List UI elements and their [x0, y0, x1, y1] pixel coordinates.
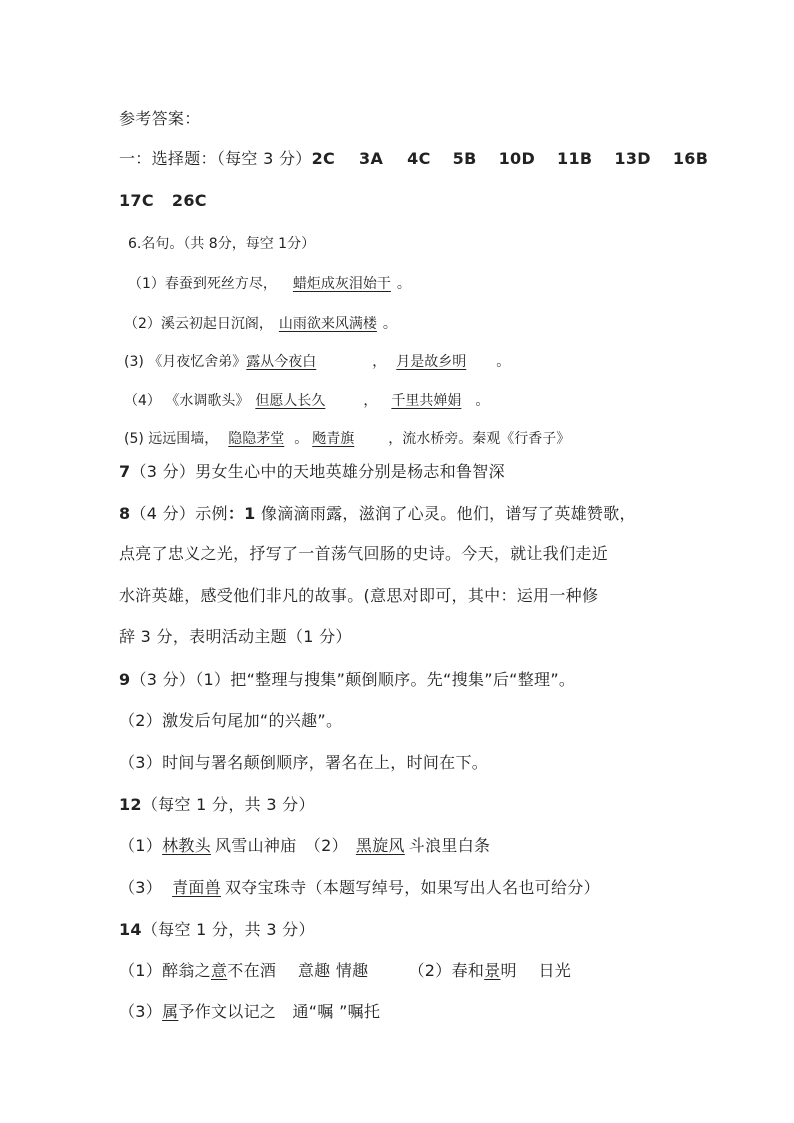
- q6-line-1: [128, 277, 411, 291]
- q12-text: 双夺宝珠寺（本题写绰号，如果写出人名也可给分）: [225, 878, 600, 897]
- choice-answer: 26C: [171, 191, 207, 210]
- q6-text: 。: [475, 393, 490, 409]
- q6-line-5: [124, 432, 570, 446]
- choice-answer: 11B: [557, 149, 593, 168]
- q8-text: 像滴滴雨露，滋润了心灵。他们，谱写了英雄赞歌，: [255, 504, 636, 523]
- q6-answer: 蜡炬成灰泪始干: [292, 276, 391, 292]
- q12-text: （3）: [119, 878, 163, 897]
- q14-text: 予作文以记之 通“嘱 ”嘱托: [178, 1002, 381, 1021]
- q7-line: [119, 464, 505, 480]
- q8-line-3: 水浒英雄，感受他们非凡的故事。(意思对即可，其中：运用一种修: [119, 586, 599, 605]
- q8-text: ：1: [227, 504, 256, 523]
- q9-number: 9: [119, 670, 131, 689]
- q12-answer: 林教头: [162, 836, 211, 855]
- q14-text: （1）醉翁之: [119, 961, 211, 980]
- q14-answer: 意: [210, 961, 228, 980]
- q9-line-1: [119, 672, 575, 688]
- q8-line-4: 辞 3 分，表明活动主题（1 分）: [119, 627, 352, 646]
- q6-text: （2）溪云初起日沉阁，: [124, 316, 273, 332]
- q14-answer: 属: [162, 1002, 179, 1021]
- choice-line-2: [119, 193, 207, 209]
- choice-answer: 3A: [359, 149, 384, 168]
- q14-line-2: [119, 1004, 380, 1020]
- q8-text: （4 分）示例: [130, 504, 228, 523]
- q14-title: （每空 1 分，共 3 分）: [141, 920, 315, 939]
- choice-answer: 2C: [311, 149, 336, 168]
- choice-answer: 10D: [498, 149, 536, 168]
- choice-answer: 4C: [407, 149, 431, 168]
- q14-title-line: [119, 922, 315, 938]
- q6-text: （4） 《水调歌头》: [124, 393, 250, 409]
- q6-text: ，: [372, 354, 387, 370]
- q14-text: 不在酒 意趣 情趣: [227, 961, 369, 980]
- q14-text: （3）: [119, 1002, 163, 1021]
- q12-number: 12: [119, 795, 142, 814]
- q6-text: 。: [396, 276, 411, 292]
- q6-text: (3) 《月夜忆舍弟》: [124, 354, 247, 370]
- q6-text: （1）春蚕到死丝方尽，: [128, 276, 277, 292]
- q12-line-1: [119, 838, 490, 854]
- q6-line-3: [124, 355, 510, 369]
- q6-answer: 月是故乡明: [396, 354, 467, 370]
- q14-text: 明 日光: [500, 961, 572, 980]
- q8-line-1: [119, 506, 636, 522]
- q12-answer: 青面兽: [172, 878, 221, 897]
- q6-text: ，流水桥旁。秦观《行香子》: [388, 431, 571, 447]
- q14-number: 14: [119, 920, 142, 939]
- q12-text: 风雪山神庙 （2）: [215, 836, 348, 855]
- q14-text: （2）春和: [408, 961, 485, 980]
- q12-line-2: [119, 880, 600, 896]
- q12-title: （每空 1 分，共 3 分）: [141, 795, 315, 814]
- q6-text: 。: [496, 354, 511, 370]
- q6-text: ，: [363, 393, 378, 409]
- q12-title-line: [119, 797, 315, 813]
- q7-number: 7: [119, 462, 131, 481]
- q6-answer: 山雨欲来风满楼: [278, 316, 377, 332]
- q9-line-2: （2）激发后句尾加“的兴趣”。: [119, 711, 343, 730]
- q6-answer: 飏青旗: [312, 431, 355, 447]
- q6-text: (5) 远远围墙，: [124, 431, 219, 447]
- choice-line-1: [119, 151, 708, 167]
- q6-line-4: [124, 394, 489, 408]
- choice-answer: 13D: [614, 149, 651, 168]
- choice-answer: 17C: [119, 191, 154, 210]
- q9-line-3: （3）时间与署名颠倒顺序，署名在上，时间在下。: [119, 753, 489, 772]
- q6-answer: 隐隐茅堂: [228, 431, 285, 447]
- q6-line-2: [124, 317, 397, 331]
- q6-text: 。: [294, 431, 309, 447]
- q7-text: （3 分）男女生心中的天地英雄分别是杨志和鲁智深: [130, 462, 505, 481]
- choice-answer: 16B: [672, 149, 709, 168]
- q12-text: （1）: [119, 836, 163, 855]
- q14-answer: 景: [484, 961, 501, 980]
- q9-text: （3 分）（1）把“整理与搜集”颠倒顺序。先“搜集”后“整理”。: [130, 670, 576, 689]
- q6-answer: 千里共婵娟: [391, 393, 462, 409]
- q12-text: 斗浪里白条: [408, 836, 491, 855]
- q6-answer: 但愿人长久: [255, 393, 326, 409]
- q8-number: 8: [119, 504, 131, 523]
- choice-label: 一：选择题：（每空 3 分）: [119, 149, 312, 168]
- choice-answer: 5B: [452, 149, 477, 168]
- answer-header: 参考答案：: [119, 109, 201, 128]
- q6-title: 6.名句。（共 8分，每空 1分）: [128, 236, 316, 252]
- q6-answer: 露从今夜白: [246, 354, 317, 370]
- q6-text: 。: [382, 316, 397, 332]
- q12-answer: 黑旋风: [355, 836, 405, 855]
- q14-line-1: [119, 963, 571, 979]
- q8-line-2: 点亮了忠义之光，抒写了一首荡气回肠的史诗。今天，就让我们走近: [119, 544, 609, 563]
